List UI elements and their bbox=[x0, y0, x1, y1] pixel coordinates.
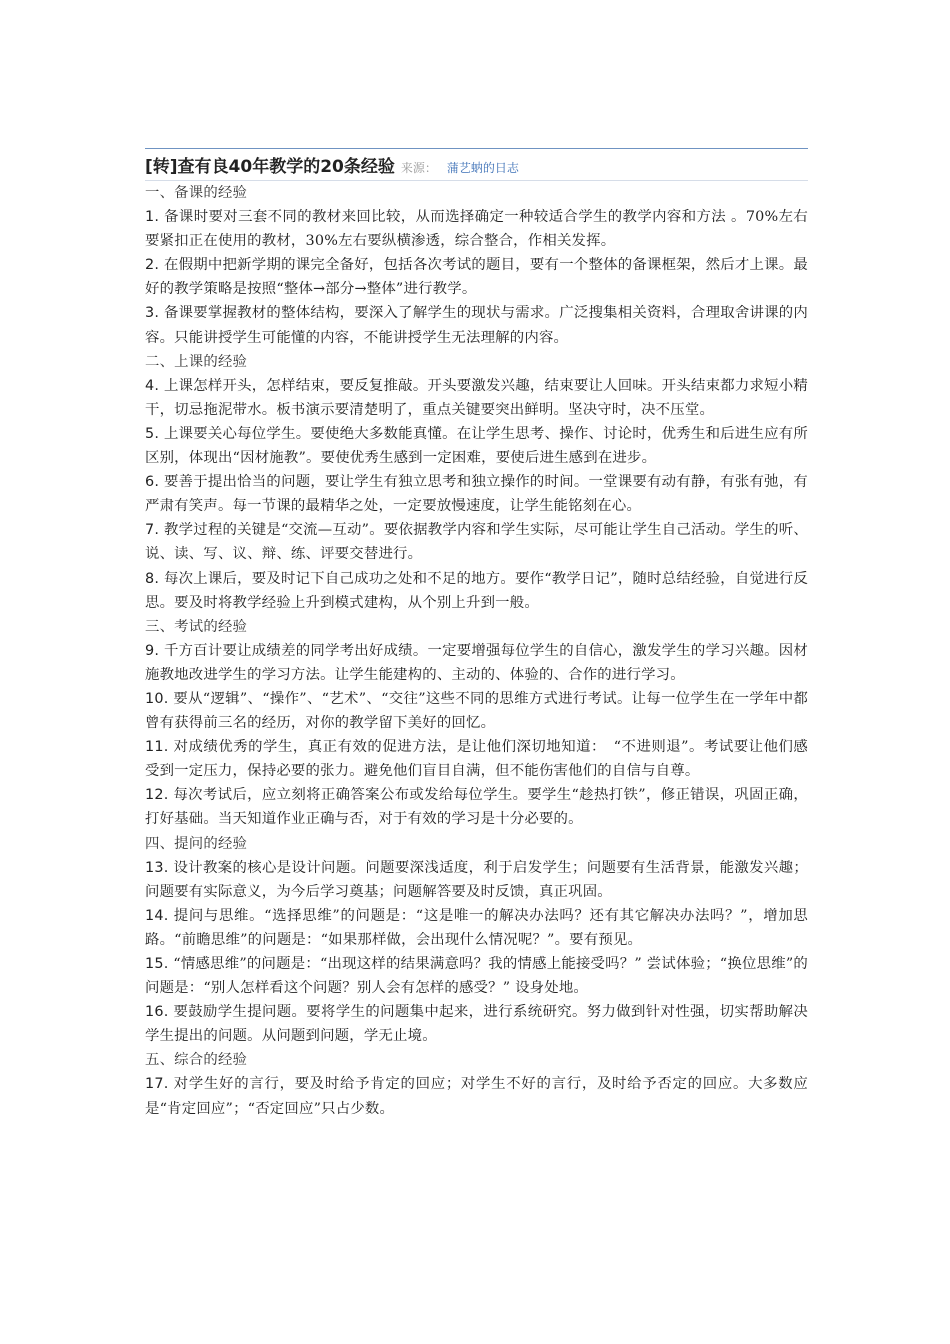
item-text: 在假期中把新学期的课完全备好，包括各次考试的题目，要有一个整体的备课框架，然后才上课。最好的教学策略是按照“整体→部分→整体”进行教学。 bbox=[145, 257, 808, 298]
item-number: 17. bbox=[145, 1076, 169, 1093]
item-text: 每次上课后，要及时记下自己成功之处和不足的地方。要作“教学日记”，随时总结经验，自觉进行反思。要及时将教学经验上升到模式建构，从个别上升到一般。 bbox=[145, 570, 808, 611]
experience-item bbox=[145, 422, 808, 470]
experience-item bbox=[145, 952, 808, 1000]
item-text: 教学过程的关键是“交流—互动”。要依据教学内容和学生实际，尽可能让学生自己活动。学生的听、说、读、写、议、辩、练、评要交替进行。 bbox=[145, 522, 808, 563]
item-number: 4. bbox=[145, 377, 160, 394]
section-heading: 三、考试的经验 bbox=[145, 618, 248, 635]
item-number: 11. bbox=[145, 739, 169, 756]
section-heading: 二、上课的经验 bbox=[145, 353, 248, 370]
item-number: 14. bbox=[145, 907, 169, 924]
item-text: 每次考试后，应立刻将正确答案公布或发给每位学生。要学生“趁热打铁”，修正错误，巩固正确，打好基础。当天知道作业正确与否，对于有效的学习是十分必要的。 bbox=[145, 787, 808, 828]
item-text: 要从“逻辑”、“操作”、“艺术”、“交往”这些不同的思维方式进行考试。让每一位学生在一学年中都曾有获得前三名的经历，对你的教学留下美好的回忆。 bbox=[145, 690, 808, 732]
item-number: 1. bbox=[145, 209, 160, 226]
item-number: 3. bbox=[145, 305, 160, 322]
item-number: 5. bbox=[145, 425, 160, 442]
section-heading: 五、综合的经验 bbox=[145, 1052, 248, 1069]
section-heading: 四、提问的经验 bbox=[145, 835, 248, 852]
article bbox=[145, 148, 808, 1121]
title-bar bbox=[145, 148, 808, 181]
item-number: 10. bbox=[145, 690, 169, 707]
experience-item bbox=[145, 735, 808, 783]
experience-item bbox=[145, 1072, 808, 1120]
item-text: 提问与思维。“选择思维”的问题是：“这是唯一的解决办法吗？还有其它解决办法吗？”，增加思路。“前瞻思维”的问题是：“如果那样做，会出现什么情况呢？”。要有预见。 bbox=[145, 907, 808, 948]
experience-item bbox=[145, 639, 808, 687]
item-number: 12. bbox=[145, 787, 169, 804]
item-text: 对成绩优秀的学生，真正有效的促进方法，是让他们深切地知道： “不进则退”。考试要让他们感受到一定压力，保持必要的张力。避免他们盲目自满，但不能伤害他们的自信与自尊。 bbox=[145, 739, 808, 780]
item-text: 千方百计要让成绩差的同学考出好成绩。一定要增强每位学生的自信心，激发学生的学习兴趣。因材施教地改进学生的学习方法。让学生能建构的、主动的、体验的、合作的进行学习。 bbox=[145, 642, 808, 683]
experience-item bbox=[145, 783, 808, 831]
experience-item bbox=[145, 687, 808, 735]
experience-item bbox=[145, 1000, 808, 1048]
experience-item bbox=[145, 253, 808, 301]
item-text: 要鼓励学生提问题。要将学生的问题集中起来，进行系统研究。努力做到针对性强，切实帮助解决学生提出的问题。从问题到问题，学无止境。 bbox=[145, 1004, 808, 1045]
item-text: 备课时要对三套不同的教材来回比较，从而选择确定一种较适合学生的教学内容和方法 。70%左右要紧扣正在使用的教材，30%左右要纵横渗透，综合整合，作相关发挥。 bbox=[145, 209, 808, 250]
item-text: 要善于提出恰当的问题，要让学生有独立思考和独立操作的时间。一堂课要有动有静，有张有弛，有严肃有笑声。每一节课的最精华之处，一定要放慢速度，让学生能铭刻在心。 bbox=[145, 474, 808, 515]
item-text: 备课要掌握教材的整体结构，要深入了解学生的现状与需求。广泛搜集相关资料，合理取舍讲课的内容。只能讲授学生可能懂的内容，不能讲授学生无法理解的内容。 bbox=[145, 305, 808, 346]
item-text: 设计教案的核心是设计问题。问题要深浅适度，利于启发学生；问题要有生活背景，能激发兴趣；问题要有实际意义，为今后学习奠基；问题解答要及时反馈，真正巩固。 bbox=[145, 859, 808, 900]
item-number: 9. bbox=[145, 642, 160, 659]
item-number: 6. bbox=[145, 474, 160, 491]
experience-item bbox=[145, 567, 808, 615]
item-number: 7. bbox=[145, 522, 160, 539]
item-text: 上课要关心每位学生。要使绝大多数能真懂。在让学生思考、操作、讨论时，优秀生和后进生应有所区别，体现出“因材施教”。要使优秀生感到一定困难，要使后进生感到在进步。 bbox=[145, 425, 808, 467]
section-heading: 一、备课的经验 bbox=[145, 185, 248, 201]
item-number: 8. bbox=[145, 570, 160, 587]
experience-item bbox=[145, 470, 808, 518]
article-title: [转]查有良40年教学的20条经验 bbox=[145, 157, 395, 177]
experience-item bbox=[145, 205, 808, 253]
source-label: 来源： bbox=[400, 161, 437, 175]
experience-item bbox=[145, 856, 808, 904]
experience-item bbox=[145, 374, 808, 422]
item-text: 对学生好的言行，要及时给予肯定的回应；对学生不好的言行，及时给予否定的回应。大多数应是“肯定回应”；“否定回应”只占少数。 bbox=[145, 1076, 808, 1117]
item-number: 2. bbox=[145, 257, 160, 274]
article-body bbox=[145, 181, 808, 1121]
experience-item bbox=[145, 301, 808, 349]
source-link[interactable]: 蒲艺蚋的日志 bbox=[446, 161, 519, 175]
item-text: “情感思维”的问题是：“出现这样的结果满意吗？我的情感上能接受吗？” 尝试体验；“换位思维”的问题是：“别人怎样看这个问题？别人会有怎样的感受？” 设身处地。 bbox=[145, 956, 808, 997]
item-number: 13. bbox=[145, 859, 169, 876]
item-text: 上课怎样开头，怎样结束，要反复推敲。开头要激发兴趣，结束要让人回味。开头结束都力求短小精干，切忌拖泥带水。板书演示要清楚明了，重点关键要突出鲜明。坚决守时，决不压堂。 bbox=[145, 377, 808, 418]
item-number: 15. bbox=[145, 956, 169, 972]
experience-item bbox=[145, 904, 808, 952]
item-number: 16. bbox=[145, 1004, 169, 1021]
experience-item bbox=[145, 518, 808, 566]
